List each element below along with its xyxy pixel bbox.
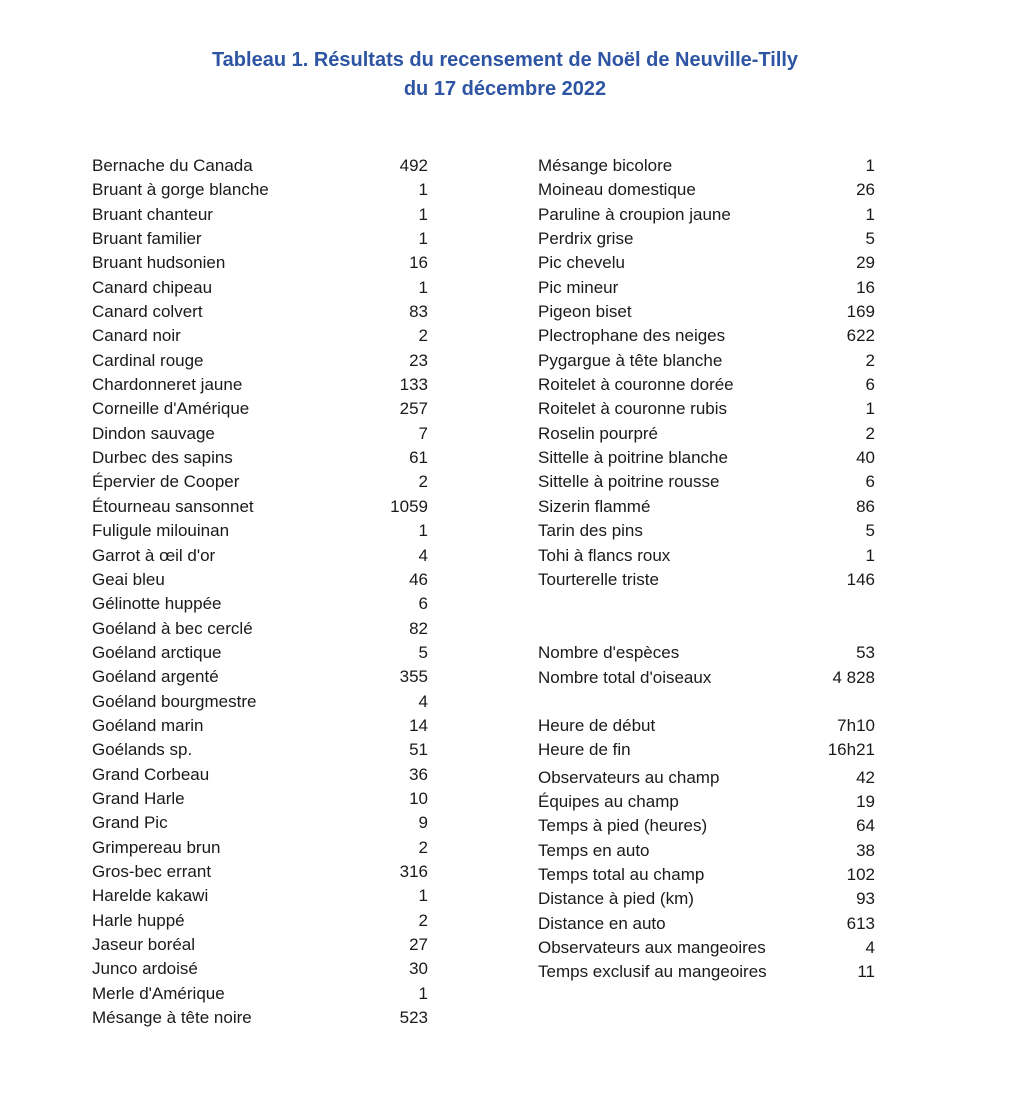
species-row [92, 690, 428, 714]
species-name: Canard chipeau [92, 277, 213, 297]
species-count: 5 [418, 642, 428, 662]
effort-label: Temps exclusif au mangeoires [538, 962, 767, 982]
species-count: 1 [865, 545, 875, 565]
effort-value: 64 [856, 816, 875, 836]
page-title-line1: Tableau 1. Résultats du recensement de Noël de Neuville-Tilly [211, 49, 799, 71]
species-count: 7 [418, 423, 428, 443]
species-row [92, 763, 428, 787]
species-row [92, 860, 428, 884]
time-row [538, 738, 875, 762]
species-row [538, 227, 875, 251]
species-row [92, 154, 428, 178]
species-row [538, 495, 875, 519]
species-row [538, 373, 875, 397]
species-count: 1 [418, 204, 428, 224]
species-row [92, 787, 428, 811]
effort-label: Temps à pied (heures) [538, 816, 708, 836]
species-name: Dindon sauvage [92, 423, 215, 443]
species-count: 4 [418, 545, 428, 565]
species-row [92, 178, 428, 202]
species-name: Goéland bourgmestre [92, 691, 257, 711]
species-row [92, 251, 428, 275]
species-name: Mésange bicolore [538, 156, 673, 175]
species-count: 2 [865, 350, 875, 370]
species-name: Sittelle à poitrine rousse [538, 472, 720, 492]
species-count: 6 [865, 375, 875, 395]
effort-label: Équipes au champ [538, 791, 679, 811]
species-count: 5 [865, 229, 875, 249]
species-row [92, 227, 428, 251]
species-count: 146 [846, 569, 875, 589]
effort-value: 93 [856, 889, 875, 909]
species-name: Étourneau sansonnet [92, 496, 254, 516]
effort-row [538, 863, 875, 887]
species-count: 1 [418, 983, 428, 1003]
effort-row [538, 960, 875, 984]
species-name: Pygargue à tête blanche [538, 350, 723, 370]
species-name: Grimpereau brun [92, 837, 221, 857]
species-name: Bernache du Canada [92, 156, 253, 175]
species-name: Sittelle à poitrine blanche [538, 448, 728, 468]
species-row [92, 446, 428, 470]
species-row [538, 349, 875, 373]
species-name: Corneille d'Amérique [92, 399, 250, 419]
page-title [0, 46, 1010, 104]
effort-row [538, 766, 875, 790]
species-row [92, 665, 428, 689]
species-name: Chardonneret jaune [92, 375, 243, 395]
species-name: Durbec des sapins [92, 448, 233, 468]
species-row [92, 373, 428, 397]
effort-row [538, 936, 875, 960]
effort-label: Observateurs au champ [538, 767, 720, 787]
species-count: 169 [846, 302, 875, 322]
effort-value: 11 [857, 962, 875, 982]
species-name: Junco ardoisé [92, 959, 198, 979]
species-count: 9 [418, 813, 428, 833]
species-row [92, 933, 428, 957]
species-row [92, 641, 428, 665]
summary-times-section [538, 714, 875, 763]
species-name: Bruant hudsonien [92, 253, 226, 273]
species-count: 86 [856, 496, 875, 516]
species-count: 523 [399, 1008, 428, 1028]
species-row [92, 203, 428, 227]
species-row [92, 568, 428, 592]
effort-value: 38 [856, 840, 875, 860]
species-row [538, 397, 875, 421]
species-row [92, 470, 428, 494]
summary-value: 4 828 [832, 667, 875, 687]
summary-value: 53 [856, 643, 875, 663]
species-count: 316 [399, 861, 428, 881]
species-name: Bruant familier [92, 229, 202, 249]
species-row [538, 251, 875, 275]
species-count: 1 [418, 229, 428, 249]
species-count: 1059 [390, 496, 428, 516]
species-row [538, 422, 875, 446]
effort-row [538, 887, 875, 911]
species-name: Gélinotte huppée [92, 594, 222, 614]
summary-label: Nombre total d'oiseaux [538, 667, 712, 687]
species-row [92, 909, 428, 933]
right-column [538, 154, 875, 985]
species-row [538, 300, 875, 324]
species-count: 257 [399, 399, 428, 419]
species-row [538, 446, 875, 470]
species-name: Pic chevelu [538, 253, 625, 273]
species-row [538, 470, 875, 494]
species-name: Harle huppé [92, 910, 185, 930]
species-name: Mésange à tête noire [92, 1008, 252, 1028]
species-row [92, 738, 428, 762]
species-row [92, 495, 428, 519]
species-name: Canard colvert [92, 302, 203, 322]
species-name: Geai bleu [92, 569, 165, 589]
species-name: Grand Harle [92, 788, 185, 808]
species-count: 2 [418, 326, 428, 346]
species-row [92, 349, 428, 373]
species-count: 29 [856, 253, 875, 273]
species-name: Plectrophane des neiges [538, 326, 726, 346]
species-name: Perdrix grise [538, 229, 634, 249]
species-row [92, 544, 428, 568]
effort-row [538, 790, 875, 814]
effort-row [538, 839, 875, 863]
species-name: Goéland arctique [92, 642, 222, 662]
species-count: 26 [856, 180, 875, 200]
effort-row [538, 912, 875, 936]
species-row [92, 836, 428, 860]
effort-value: 42 [856, 767, 875, 787]
species-row [92, 811, 428, 835]
species-count: 40 [856, 448, 875, 468]
summary-row [538, 641, 875, 665]
species-count: 16 [409, 253, 428, 273]
species-name: Goéland argenté [92, 667, 219, 687]
species-count: 51 [409, 740, 428, 760]
species-count: 2 [418, 910, 428, 930]
species-name: Roitelet à couronne rubis [538, 399, 728, 419]
species-count: 6 [865, 472, 875, 492]
species-name: Tarin des pins [538, 521, 643, 541]
effort-label: Distance en auto [538, 913, 666, 933]
species-name: Goéland marin [92, 715, 204, 735]
species-row [92, 519, 428, 543]
species-count: 27 [409, 935, 428, 954]
effort-value: 19 [856, 791, 875, 811]
species-count: 5 [865, 521, 875, 541]
species-name: Jaseur boréal [92, 935, 196, 954]
species-name: Épervier de Cooper [92, 472, 240, 492]
effort-value: 613 [846, 913, 875, 933]
effort-label: Distance à pied (km) [538, 889, 694, 909]
effort-label: Temps total au champ [538, 864, 705, 884]
species-row [538, 544, 875, 568]
species-count: 61 [409, 448, 428, 468]
time-row [538, 714, 875, 738]
species-row [92, 592, 428, 616]
species-count: 23 [409, 350, 428, 370]
time-label: Heure de fin [538, 740, 631, 760]
species-row [538, 178, 875, 202]
species-name: Tohi à flancs roux [538, 545, 671, 565]
species-row [92, 422, 428, 446]
species-count: 2 [418, 472, 428, 492]
species-count: 82 [409, 618, 428, 638]
species-count: 10 [409, 788, 428, 808]
species-count: 1 [865, 156, 875, 175]
species-count: 36 [409, 764, 428, 784]
species-name: Grand Pic [92, 813, 168, 833]
species-name: Roitelet à couronne dorée [538, 375, 734, 395]
time-value: 7h10 [837, 715, 875, 735]
species-count: 1 [418, 521, 428, 541]
species-row [92, 300, 428, 324]
species-row [92, 982, 428, 1006]
species-name: Garrot à œil d'or [92, 545, 216, 565]
summary-totals-section [538, 641, 875, 690]
species-name: Bruant à gorge blanche [92, 180, 269, 200]
species-row [92, 957, 428, 981]
species-name: Fuligule milouinan [92, 521, 230, 541]
time-label: Heure de début [538, 715, 656, 735]
summary-row [538, 666, 875, 690]
species-name: Pigeon biset [538, 302, 632, 322]
species-count: 83 [409, 302, 428, 322]
species-name: Canard noir [92, 326, 181, 346]
species-count: 2 [418, 837, 428, 857]
species-name: Gros-bec errant [92, 861, 212, 881]
species-row [92, 714, 428, 738]
species-count: 492 [399, 156, 428, 175]
species-name: Pic mineur [538, 277, 619, 297]
species-name: Harelde kakawi [92, 886, 209, 906]
species-count: 1 [418, 886, 428, 906]
species-count: 355 [399, 667, 428, 687]
species-row [92, 397, 428, 421]
species-row [538, 203, 875, 227]
species-count: 1 [865, 399, 875, 419]
species-count: 4 [418, 691, 428, 711]
species-name: Bruant chanteur [92, 204, 213, 224]
species-count: 133 [399, 375, 428, 395]
species-name: Merle d'Amérique [92, 983, 225, 1003]
species-count: 1 [418, 180, 428, 200]
species-name: Cardinal rouge [92, 350, 204, 370]
summary-label: Nombre d'espèces [538, 643, 680, 663]
species-count: 16 [856, 277, 875, 297]
species-row [92, 617, 428, 641]
species-name: Paruline à croupion jaune [538, 204, 731, 224]
right-species-section [538, 154, 875, 592]
species-count: 46 [409, 569, 428, 589]
species-row [92, 1006, 428, 1030]
species-row [92, 276, 428, 300]
species-row [92, 884, 428, 908]
species-name: Moineau domestique [538, 180, 696, 200]
species-name: Tourterelle triste [538, 569, 659, 589]
species-row [538, 276, 875, 300]
effort-value: 102 [846, 864, 875, 884]
effort-row [538, 814, 875, 838]
species-row [538, 568, 875, 592]
species-count: 1 [418, 277, 428, 297]
species-count: 622 [846, 326, 875, 346]
species-count: 30 [409, 959, 428, 979]
species-name: Goélands sp. [92, 740, 193, 760]
species-row [92, 324, 428, 348]
species-count: 2 [865, 423, 875, 443]
left-species-column [92, 154, 428, 1030]
species-row [538, 154, 875, 178]
species-count: 1 [865, 204, 875, 224]
species-name: Roselin pourpré [538, 423, 659, 443]
species-name: Goéland à bec cerclé [92, 618, 253, 638]
effort-label: Observateurs aux mangeoires [538, 937, 766, 957]
species-name: Sizerin flammé [538, 496, 651, 516]
page-title-line2: du 17 décembre 2022 [403, 78, 607, 100]
effort-label: Temps en auto [538, 840, 650, 860]
effort-value: 4 [865, 937, 875, 957]
species-count: 14 [409, 715, 428, 735]
summary-effort-section [538, 766, 875, 985]
species-row [538, 324, 875, 348]
species-name: Grand Corbeau [92, 764, 210, 784]
species-count: 6 [418, 594, 428, 614]
species-row [538, 519, 875, 543]
time-value: 16h21 [827, 740, 875, 760]
